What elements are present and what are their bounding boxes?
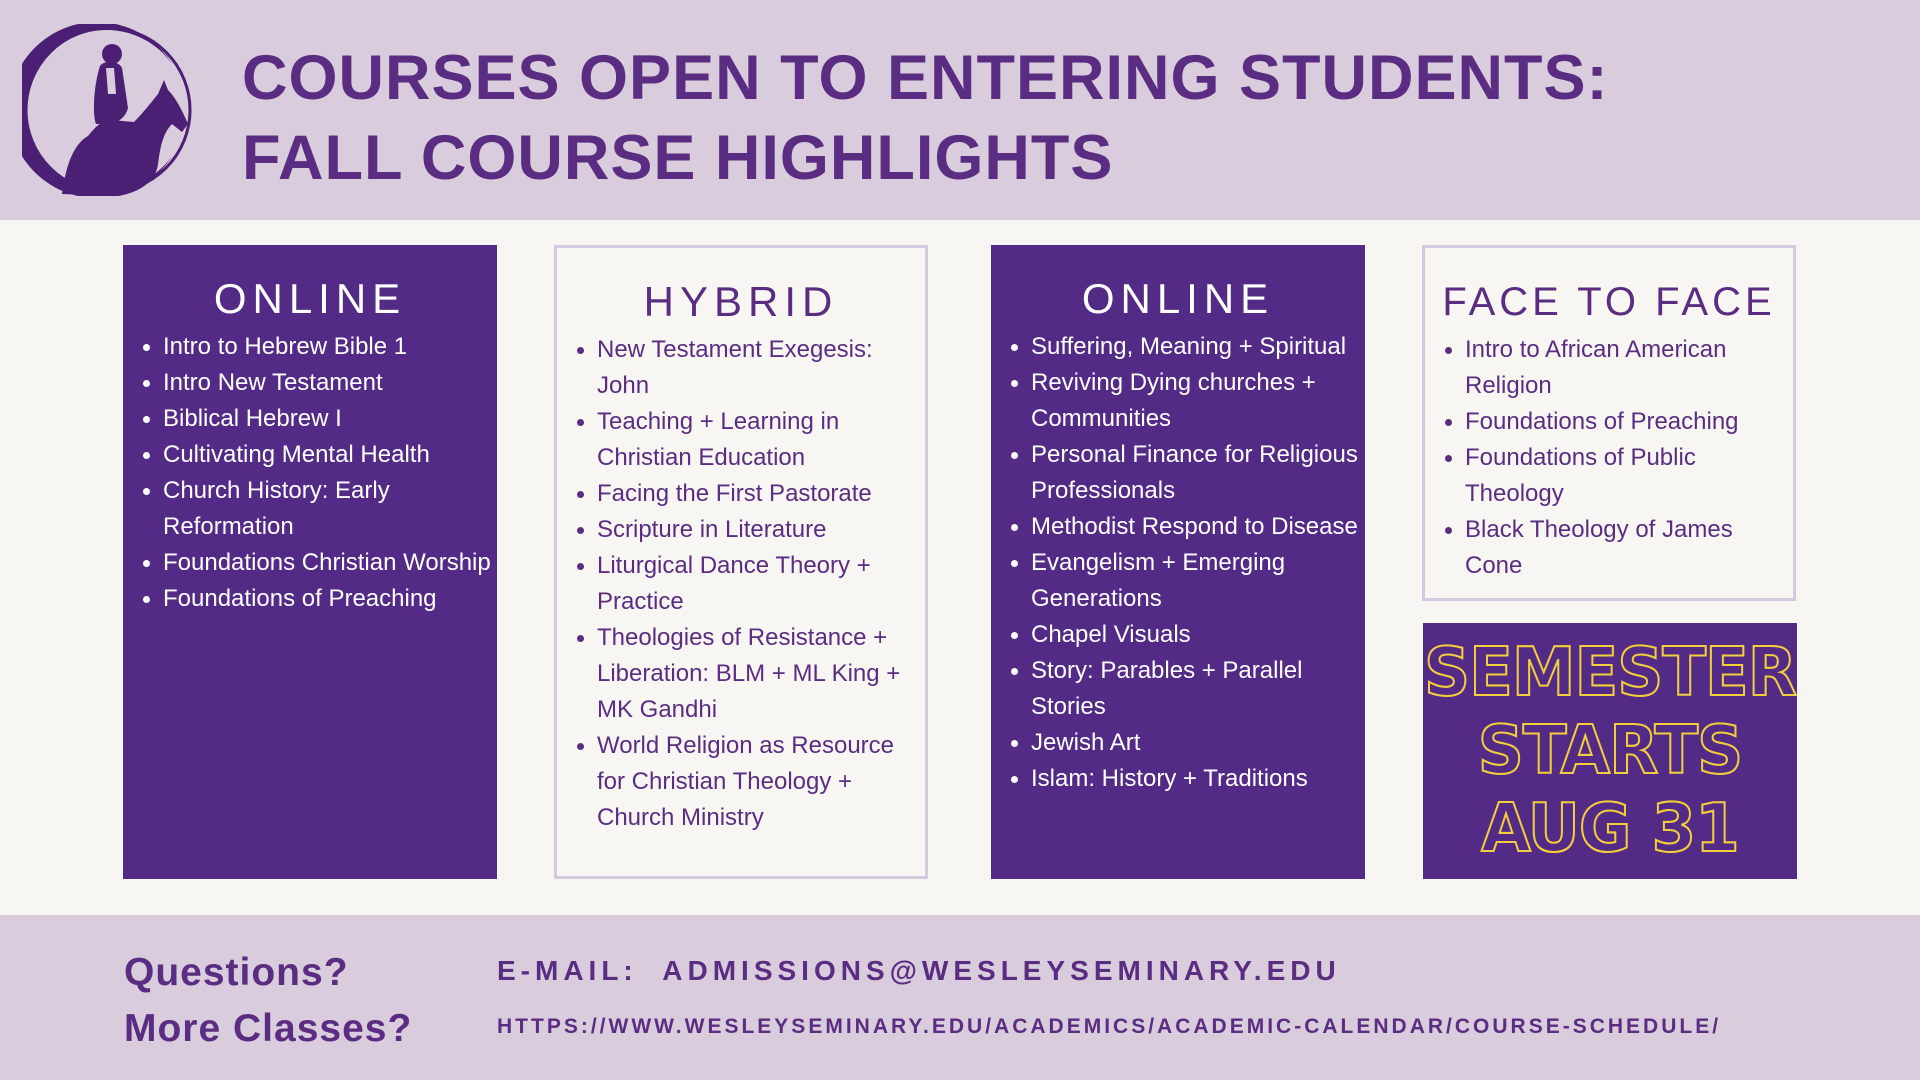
course-list: [1425, 332, 1793, 584]
page-title: [242, 38, 1608, 198]
questions-line-2: More Classes?: [124, 1007, 413, 1050]
course-item: Liturgical Dance Theory + Practice: [597, 548, 921, 620]
face-to-face-courses-card: [1422, 245, 1796, 601]
course-list: [557, 332, 925, 836]
semester-start-banner: [1423, 623, 1797, 879]
course-item: Biblical Hebrew I: [163, 401, 493, 437]
semester-line-2: STARTS: [1477, 712, 1743, 790]
course-item: Suffering, Meaning + Spiritual: [1031, 329, 1361, 365]
course-item: New Testament Exegesis: John: [597, 332, 921, 404]
course-item: Intro New Testament: [163, 365, 493, 401]
course-item: Foundations of Public Theology: [1465, 440, 1789, 512]
admissions-email-link[interactable]: E-MAIL: ADMISSIONS@WESLEYSEMINARY.EDU: [497, 955, 1341, 986]
course-item: Facing the First Pastorate: [597, 476, 921, 512]
footer-banner: [0, 915, 1920, 1080]
course-item: Scripture in Literature: [597, 512, 921, 548]
online-courses-card-1: [123, 245, 497, 879]
card-heading: ONLINE: [213, 275, 407, 322]
course-item: Jewish Art: [1031, 725, 1361, 761]
hybrid-courses-card: [554, 245, 928, 879]
course-item: Church History: Early Reformation: [163, 473, 493, 545]
course-item: Foundations Christian Worship: [163, 545, 493, 581]
course-item: Intro to Hebrew Bible 1: [163, 329, 493, 365]
course-item: Personal Finance for Religious Professionals: [1031, 437, 1361, 509]
card-heading: ONLINE: [1081, 275, 1275, 322]
course-item: World Religion as Resource for Christian Theology + Church Ministry: [597, 728, 921, 836]
semester-line-3: AUG 31: [1481, 790, 1739, 868]
course-item: Methodist Respond to Disease: [1031, 509, 1361, 545]
course-list: [991, 329, 1365, 797]
semester-line-1: SEMESTER: [1424, 634, 1796, 712]
course-item: Foundations of Preaching: [163, 581, 493, 617]
course-item: Chapel Visuals: [1031, 617, 1361, 653]
course-item: Foundations of Preaching: [1465, 404, 1789, 440]
header-banner: [0, 0, 1920, 220]
card-heading: FACE TO FACE: [1442, 280, 1776, 324]
course-item: Reviving Dying churches + Communities: [1031, 365, 1361, 437]
course-item: Story: Parables + Parallel Stories: [1031, 653, 1361, 725]
course-item: Intro to African American Religion: [1465, 332, 1789, 404]
title-line-2: FALL COURSE HIGHLIGHTS: [242, 123, 1114, 193]
online-courses-card-2: [991, 245, 1365, 879]
questions-line-1: Questions?: [124, 951, 349, 994]
course-schedule-link[interactable]: HTTPS://WWW.WESLEYSEMINARY.EDU/ACADEMICS/ACADEMIC-CALENDAR/COURSE-SCHEDULE/: [497, 1015, 1722, 1038]
card-heading: HYBRID: [643, 278, 839, 325]
course-item: Evangelism + Emerging Generations: [1031, 545, 1361, 617]
seminary-logo-icon: [22, 24, 194, 196]
questions-text: [124, 945, 412, 1057]
course-list: [123, 329, 497, 617]
course-item: Theologies of Resistance + Liberation: BLM + ML King + MK Gandhi: [597, 620, 921, 728]
course-item: Black Theology of James Cone: [1465, 512, 1789, 584]
course-item: Islam: History + Traditions: [1031, 761, 1361, 797]
course-item: Cultivating Mental Health: [163, 437, 493, 473]
title-line-1: COURSES OPEN TO ENTERING STUDENTS:: [242, 43, 1609, 113]
course-item: Teaching + Learning in Christian Education: [597, 404, 921, 476]
